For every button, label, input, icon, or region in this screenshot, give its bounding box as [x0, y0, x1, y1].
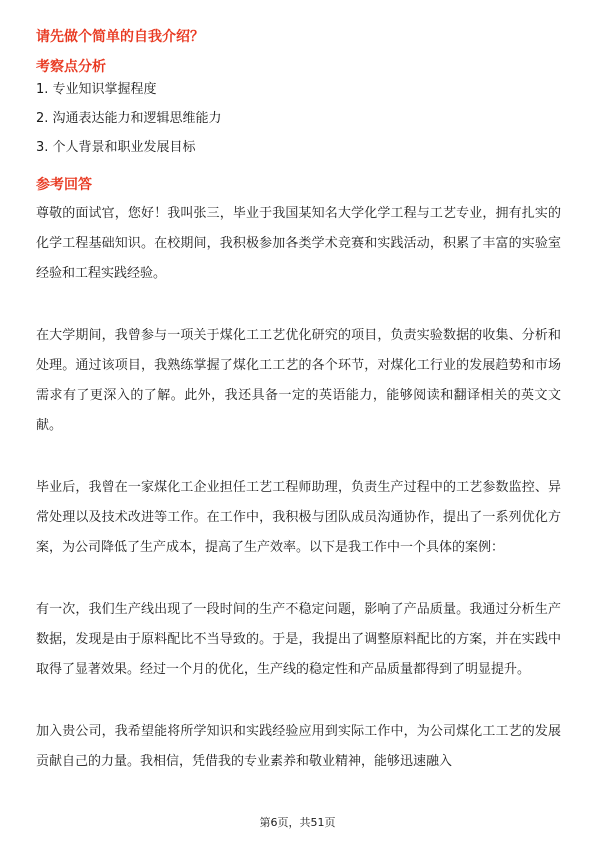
analysis-heading: 考察点分析	[36, 59, 106, 75]
answer-paragraph: 有一次，我们生产线出现了一段时间的生产不稳定问题，影响了产品质量。我通过分析生产数据，发现是由于原料配比不当导致的。于是，我提出了调整原料配比的方案，并在实践中取得了显著效果。经过一个月的优化，生产线的稳定性和产品质量都得到了明显提升。	[36, 602, 561, 677]
analysis-point: 3. 个人背景和职业发展目标	[36, 140, 196, 155]
answer-paragraph: 尊敬的面试官，您好！我叫张三，毕业于我国某知名大学化学工程与工艺专业，拥有扎实的化学工程基础知识。在校期间，我积极参加各类学术竞赛和实践活动，积累了丰富的实验室经验和工程实践经验。	[36, 206, 561, 281]
answer-body	[36, 199, 561, 777]
page-number: 第6页，共51页	[259, 816, 336, 829]
analysis-point: 1. 专业知识掌握程度	[36, 82, 157, 97]
question-title: 请先做个简单的自我介绍？	[36, 29, 204, 45]
answer-paragraph: 毕业后，我曾在一家煤化工企业担任工艺工程师助理，负责生产过程中的工艺参数监控、异常处理以及技术改进等工作。在工作中，我积极与团队成员沟通协作，提出了一系列优化方案，为公司降低了生产成本，提高了生产效率。以下是我工作中一个具体的案例：	[36, 480, 561, 555]
answer-paragraph: 在大学期间，我曾参与一项关于煤化工工艺优化研究的项目，负责实验数据的收集、分析和处理。通过该项目，我熟练掌握了煤化工工艺的各个环节，对煤化工行业的发展趋势和市场需求有了更深入的了解。此外，我还具备一定的英语能力，能够阅读和翻译相关的英文文献。	[36, 328, 561, 433]
answer-heading: 参考回答	[36, 177, 92, 193]
answer-paragraph: 加入贵公司，我希望能将所学知识和实践经验应用到实际工作中，为公司煤化工工艺的发展贡献自己的力量。我相信，凭借我的专业素养和敬业精神，能够迅速融入	[36, 724, 561, 769]
analysis-point: 2. 沟通表达能力和逻辑思维能力	[36, 111, 222, 126]
analysis-points-list	[36, 82, 222, 169]
